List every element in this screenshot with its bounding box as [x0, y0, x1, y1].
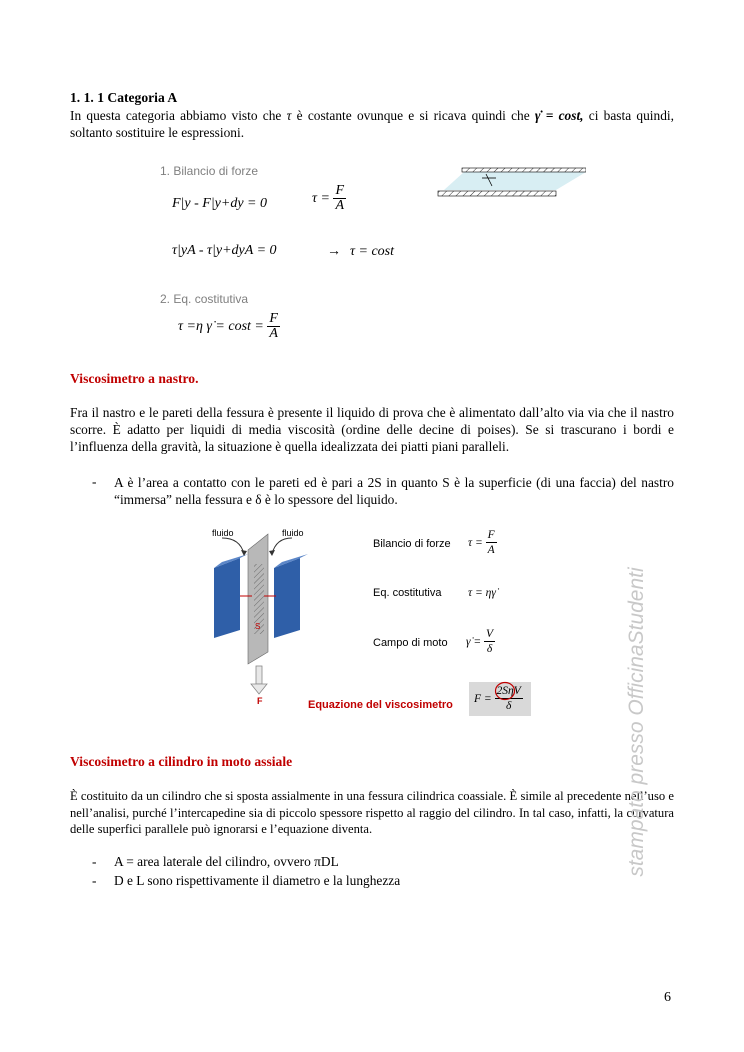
intro-text-3: ci basta quindi, soltanto sostituire le espressioni. [70, 108, 674, 140]
intro-text-2: è costante ovunque e si ricava quindi che [291, 108, 535, 123]
watermark-text [612, 530, 652, 920]
cilindro-bullet1: A = area laterale del cilindro, ovvero πDL [114, 854, 339, 869]
formula-eq1-right [312, 184, 346, 213]
formula-eq1-num: F [335, 183, 345, 198]
intro-paragraph [70, 107, 674, 141]
formula-item1-label: 1. Bilancio di forze [160, 164, 259, 178]
formula-eq3-den: A [269, 326, 278, 341]
nastro-heading: Viscosimetro a nastro. [70, 371, 199, 386]
fig-row3-den: δ [486, 643, 493, 655]
viscometer-eq-num: 2SηV [496, 685, 521, 697]
fig-row3-num: V [486, 628, 494, 640]
gamma-dot-cost: γ̇ = cost, [534, 108, 584, 123]
fig-row1-den: A [487, 544, 495, 556]
label-s: S [255, 622, 261, 631]
viscometer-eq-lhs: F = [474, 692, 492, 705]
formula-eq1-den: A [335, 198, 345, 213]
fig-row2-eq: τ = ηγ̇ [468, 587, 496, 599]
fig-row3-label: Campo di moto [373, 637, 448, 649]
page-number: 6 [664, 990, 671, 1005]
tau-symbol: τ [286, 108, 292, 123]
parallel-plates-diagram [436, 166, 586, 202]
fluid-right-label: fluido [282, 528, 304, 538]
fig-row2-label: Eq. costitutiva [373, 587, 442, 599]
formula-eq1-left: F|y - F|y+dy = 0 [172, 196, 267, 211]
fig-row1-lhs: τ = [468, 536, 483, 549]
formula-item2-label: 2. Eq. costitutiva [160, 292, 249, 306]
highlight-circle-icon [494, 681, 516, 701]
fluid-left-label: fluido [212, 528, 234, 538]
viscometer-eq-den: δ [505, 700, 512, 712]
fig-row1-label: Bilancio di forze [373, 538, 451, 550]
nastro-bullet-dash: - [92, 474, 97, 489]
formula-eq3-num: F [269, 311, 278, 326]
formula-eq2-right: τ = cost [350, 244, 395, 259]
fig-row3-eq [466, 627, 495, 656]
label-f: F [257, 696, 263, 706]
viscometer-equation-title: Equazione del viscosimetro [308, 699, 453, 711]
cilindro-bullet2: D e L sono rispettivamente il diametro e la lunghezza [114, 873, 401, 888]
fig-row1-num: F [487, 529, 495, 541]
formula-eq2-left: τ|yA - τ|y+dyA = 0 [172, 243, 277, 258]
watermark-label: stampato presso OfficinaStudenti [625, 567, 648, 877]
cilindro-bullet2-dash: - [92, 873, 97, 888]
fig-row1-eq [468, 528, 497, 557]
formula-eq1-lhs: τ = [312, 190, 330, 206]
nastro-paragraph: Fra il nastro e le pareti della fessura è presente il liquido di prova che è alimentato dall’alto via via che il nastro scorre. È adatto per liquidi di media viscosità (ordine delle decine di poises). Se si trascurano i bordi e l’influenza della gravità, la situazione è quella idealizzata dei piatti piani paralleli. [70, 405, 674, 454]
intro-text-1: In questa categoria abbiamo visto che [70, 108, 287, 123]
fig-row3-lhs: γ̇ = [466, 635, 482, 648]
arrow-right-icon: → [327, 242, 341, 258]
cilindro-heading: Viscosimetro a cilindro in moto assiale [70, 754, 293, 769]
nastro-bullet-text: A è l’area a contatto con le pareti ed è pari a 2S in quanto S è la superficie (di una faccia) del nastro “immersa” nella fessura e δ è lo spessore del liquido. [114, 475, 674, 507]
cilindro-paragraph: È costituito da un cilindro che si sposta assialmente in una fessura cilindrica coassiale. È simile al precedente nell’uso e nell’analisi, purché l’intercapedine sia di piccolo spessore rispetto al raggio del cilindro. In tal caso, infatti, la curvatura delle superfici parallele può ignorarsi e l’equazione diventa. [70, 789, 674, 836]
section-title: 1. 1. 1 Categoria A [70, 90, 178, 105]
formula-eq3-lhs: τ =η γ̇ = cost = [178, 318, 264, 334]
cilindro-bullet1-dash: - [92, 854, 97, 869]
formula-eq3 [178, 312, 280, 341]
